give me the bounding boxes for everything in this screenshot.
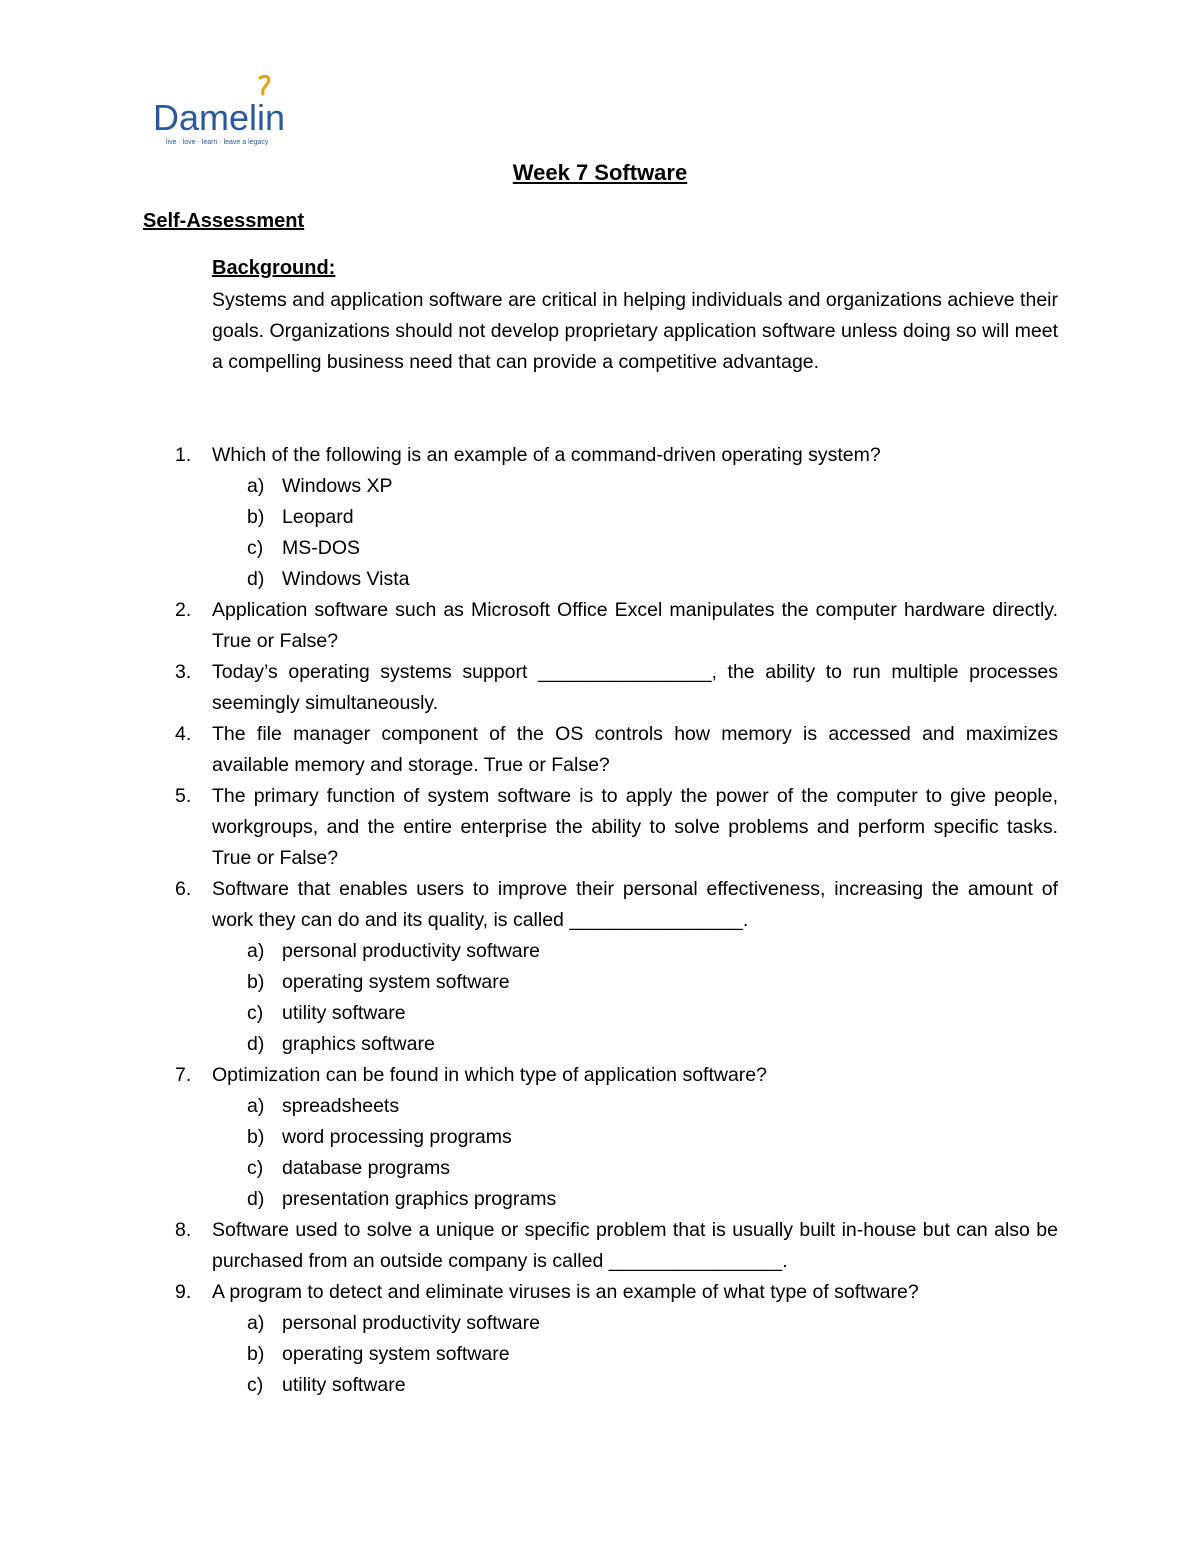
option-text: presentation graphics programs [282,1188,557,1210]
option-text: personal productivity software [282,940,540,962]
question-item [0,1060,1058,1091]
answer-option [0,998,1200,1029]
damelin-logo [150,72,310,148]
page-title: Week 7 Software [512,160,688,185]
answer-option [0,1153,1200,1184]
question-item [0,1277,1058,1308]
answer-option [0,1370,1200,1401]
option-text: Windows XP [282,475,393,497]
answer-option [0,967,1200,998]
question-number: 8. [175,1219,192,1241]
answer-option [0,533,1200,564]
option-letter: a) [247,475,265,497]
question-text: The primary function of system software is to apply the power of the computer to give people, workgroups, and the entire enterprise the ability to solve problems and perform specific tasks. True or False? [212,785,1058,869]
option-letter: a) [247,940,265,962]
option-text: Leopard [282,506,354,528]
answer-option [0,1184,1200,1215]
answer-option [0,1029,1200,1060]
question-number: 7. [175,1064,192,1086]
option-text: operating system software [282,1343,510,1365]
question-text: A program to detect and eliminate viruses is an example of what type of software? [212,1281,919,1303]
option-letter: c) [247,1157,264,1179]
option-text: MS-DOS [282,537,360,559]
option-text: personal productivity software [282,1312,540,1334]
option-text: utility software [282,1374,406,1396]
section-heading: Self-Assessment [143,210,305,232]
option-letter: b) [247,971,265,993]
option-text: operating system software [282,971,510,993]
question-text: Software that enables users to improve their personal effectiveness, increasing the amount of work they can do and its quality, is called ________________. [212,878,1058,931]
question-item [0,595,1058,657]
option-letter: b) [247,1126,265,1148]
option-letter: b) [247,506,265,528]
option-letter: d) [247,1033,265,1055]
question-text: Optimization can be found in which type of application software? [212,1064,767,1086]
logo-mark-icon [260,76,269,94]
question-item [0,781,1058,874]
answer-option [0,1339,1200,1370]
option-text: graphics software [282,1033,435,1055]
question-item [0,719,1058,781]
option-letter: d) [247,1188,265,1210]
option-text: database programs [282,1157,451,1179]
answer-option [0,936,1200,967]
option-letter: b) [247,1343,265,1365]
option-letter: c) [247,537,264,559]
option-text: Windows Vista [282,568,410,590]
question-number: 1. [175,444,192,466]
question-item [0,440,1058,471]
option-letter: c) [247,1374,264,1396]
option-letter: c) [247,1002,264,1024]
option-letter: a) [247,1095,265,1117]
answer-option [0,564,1200,595]
background-heading: Background: [212,257,336,279]
answer-option [0,471,1200,502]
logo-wordmark: Damelin [153,97,286,138]
question-number: 5. [175,785,192,807]
question-text: Today’s operating systems support ________________, the ability to run multiple processes seemingly simultaneously. [212,661,1058,714]
question-list [0,440,1200,1401]
question-number: 3. [175,661,192,683]
answer-option [0,502,1200,533]
answer-option [0,1091,1200,1122]
question-text: Which of the following is an example of a command-driven operating system? [212,444,881,466]
question-number: 4. [175,723,192,745]
question-text: The file manager component of the OS controls how memory is accessed and maximizes available memory and storage. True or False? [212,723,1058,776]
answer-option [0,1122,1200,1153]
question-text: Application software such as Microsoft Office Excel manipulates the computer hardware directly. True or False? [212,599,1058,652]
option-letter: d) [247,568,265,590]
question-item [0,1215,1058,1277]
option-letter: a) [247,1312,265,1334]
question-item [0,874,1058,936]
background-paragraph: Systems and application software are critical in helping individuals and organizations achieve their goals. Organizations should not develop proprietary application software unless doing so will meet a compelling business need that can provide a competitive advantage. [212,289,1058,373]
question-item [0,657,1058,719]
logo-tagline: live · love · learn · leave a legacy [166,139,269,146]
option-text: spreadsheets [282,1095,400,1117]
question-number: 9. [175,1281,192,1303]
question-number: 2. [175,599,192,621]
option-text: utility software [282,1002,406,1024]
question-text: Software used to solve a unique or specific problem that is usually built in-house but can also be purchased from an outside company is called ________________. [212,1219,1058,1272]
answer-option [0,1308,1200,1339]
question-number: 6. [175,878,192,900]
option-text: word processing programs [282,1126,512,1148]
